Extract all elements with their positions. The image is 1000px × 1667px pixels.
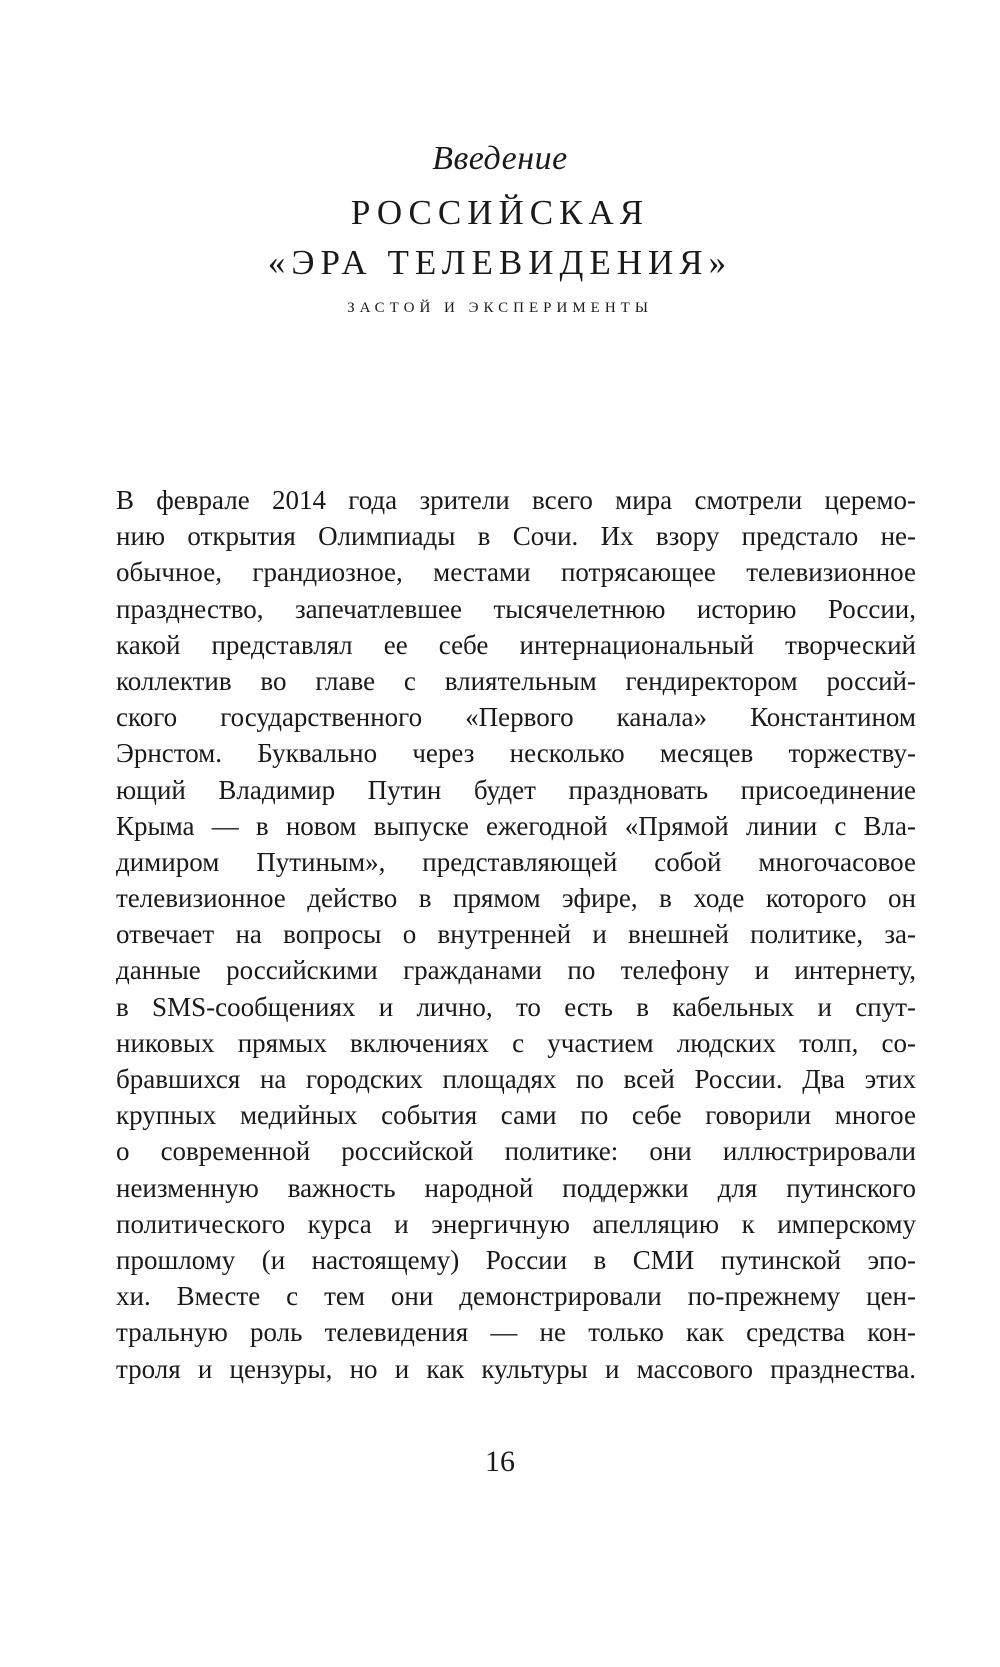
page-number: 16 — [485, 1445, 515, 1478]
body-line: крупных медийных события сами по себе говорили многое — [116, 1100, 916, 1131]
body-line: нию открытия Олимпиады в Сочи. Их взору предстало не- — [116, 521, 916, 552]
body-line: неизменную важность народной поддержки для путинского — [116, 1172, 916, 1203]
chapter-title-line-1: РОССИЙСКАЯ — [350, 193, 650, 232]
body-line: тральную роль телевидения — не только как средства кон- — [116, 1317, 916, 1348]
body-line: отвечает на вопросы о внутренней и внешней политике, за- — [116, 919, 916, 950]
body-line: коллектив во главе с влиятельным гендиректором россий- — [116, 665, 916, 696]
body-line: Эрнстом. Буквально через несколько месяцев торжеству- — [116, 738, 916, 769]
body-line: димиром Путиным», представляющей собой многочасовое — [116, 846, 916, 877]
body-line: ющий Владимир Путин будет праздновать присоединение — [116, 774, 916, 805]
body-line: телевизионное действо в прямом эфире, в ходе которого он — [116, 883, 916, 914]
chapter-kicker: Введение — [432, 140, 568, 177]
chapter-title — [0, 188, 1000, 288]
body-line: В феврале 2014 года зрители всего мира смотрели церемо- — [116, 485, 916, 515]
body-line: данные российскими гражданами по телефону и интернету, — [116, 955, 916, 986]
body-line: прошлому (и настоящему) России в СМИ путинской эпо- — [116, 1244, 916, 1275]
body-line: в SMS-сообщениях и лично, то есть в кабельных и спут- — [116, 991, 916, 1022]
body-line: троля и цензуры, но и как культуры и массового празднества. — [116, 1353, 916, 1384]
body-line: обычное, грандиозное, местами потрясающее телевизионное — [116, 557, 916, 588]
body-line: бравшихся на городских площадях по всей России. Два этих — [116, 1064, 916, 1094]
body-line: ского государственного «Первого канала» Константином — [116, 702, 916, 733]
body-line: Крыма — в новом выпуске ежегодной «Прямой линии с Вла- — [116, 810, 916, 841]
body-line: какой представлял ее себе интернациональный творческий — [116, 629, 916, 660]
chapter-title-line-2: «ЭРА ТЕЛЕВИДЕНИЯ» — [267, 243, 733, 282]
body-line: никовых прямых включениях с участием людских толп, со- — [116, 1027, 916, 1058]
body-line: политического курса и энергичную апелляцию к имперскому — [116, 1208, 916, 1239]
body-paragraph — [116, 482, 916, 1387]
chapter-subtitle: ЗАСТОЙ И ЭКСПЕРИМЕНТЫ — [347, 300, 653, 316]
body-line: хи. Вместе с тем они демонстрировали по-прежнему цен- — [116, 1281, 916, 1312]
body-line: празднество, запечатлевшее тысячелетнюю историю России, — [116, 593, 916, 624]
body-line: о современной российской политике: они иллюстрировали — [116, 1136, 916, 1167]
